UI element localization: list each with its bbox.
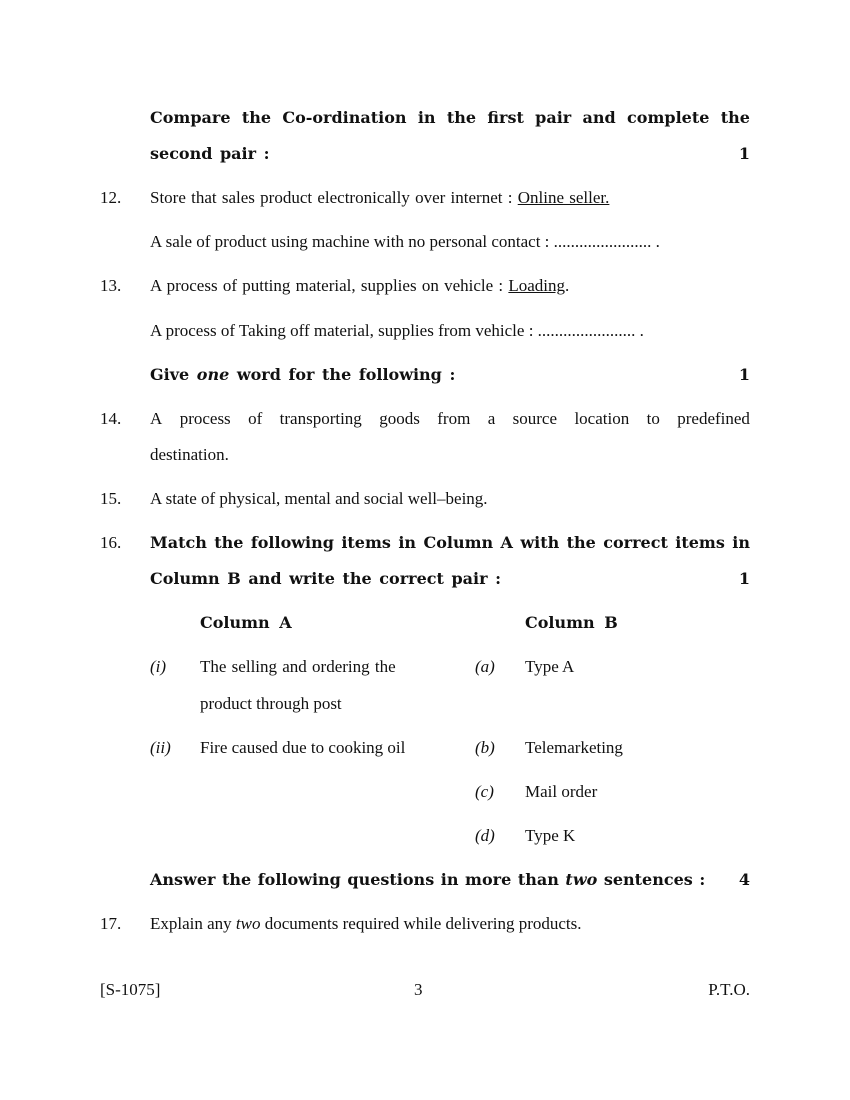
word: items	[341, 533, 391, 552]
word: of	[248, 409, 263, 428]
word: the	[241, 108, 272, 127]
q15-text: A state of physical, mental and social well–being.	[150, 489, 488, 508]
column-a-heading: Column A	[200, 613, 292, 632]
column-a-item-cont: product through post	[200, 694, 342, 713]
q12-number: 12.	[100, 188, 122, 207]
column-b-heading: Column B	[525, 613, 618, 632]
pto-label: P.T.O.	[708, 980, 750, 999]
column-a-label: (ii)	[150, 738, 171, 757]
column-b-item: Telemarketing	[525, 738, 623, 757]
word: items	[675, 533, 725, 552]
coordination-heading-line2: second pair :	[150, 144, 270, 163]
column-a-label: (i)	[150, 657, 167, 676]
word: the	[566, 533, 596, 552]
word: from	[437, 409, 471, 428]
q16-number: 16.	[100, 533, 122, 552]
word: source	[512, 409, 558, 428]
one-word-heading	[150, 365, 455, 385]
q13-text	[150, 276, 569, 296]
q12-prompt: Store that sales product electronically over internet :	[150, 188, 518, 207]
q17-text-part: Explain any	[150, 914, 236, 933]
column-b-item: Type K	[525, 826, 576, 845]
heading-emphasis: two	[565, 870, 598, 889]
column-b-label: (a)	[475, 657, 495, 676]
q13-answer: Loading	[508, 276, 566, 295]
word: complete	[627, 108, 710, 127]
heading-text: Answer the following questions in more than	[150, 870, 566, 889]
word: the	[446, 108, 477, 127]
word: in	[398, 533, 417, 552]
word: Column	[423, 533, 494, 552]
column-a-item: Fire caused due to cooking oil	[200, 738, 406, 757]
word: in	[732, 533, 750, 552]
word: correct	[603, 533, 668, 552]
word: predefined	[677, 409, 750, 428]
column-a-item: The selling and ordering the	[200, 657, 396, 676]
q12-sub: A sale of product using machine with no personal contact : ....................... .	[150, 232, 660, 251]
word: to	[646, 409, 660, 428]
heading-text: word for the following :	[229, 365, 456, 384]
word: transporting	[279, 409, 362, 428]
one-word-marks: 1	[738, 365, 750, 384]
column-b-label: (b)	[475, 738, 495, 757]
q14-line2: destination.	[150, 445, 229, 464]
word: Compare	[150, 108, 231, 127]
q13-answer-period: .	[565, 276, 570, 295]
q15-number: 15.	[100, 489, 122, 508]
word: with	[520, 533, 560, 552]
paper-code: [S-1075]	[100, 980, 161, 999]
column-b-item: Type A	[525, 657, 575, 676]
answer-heading	[150, 870, 705, 890]
word: the	[214, 533, 244, 552]
q16-line2: Column B and write the correct pair :	[150, 569, 501, 588]
heading-text: sentences :	[597, 870, 706, 889]
q17-number: 17.	[100, 914, 122, 933]
column-b-label: (c)	[475, 782, 494, 801]
q12-text	[150, 188, 609, 208]
word: Match	[150, 533, 207, 552]
word: A	[500, 533, 513, 552]
heading-text: Give	[150, 365, 197, 384]
q17-text	[150, 914, 582, 934]
word: pair	[535, 108, 572, 127]
q16-line1	[150, 533, 750, 553]
q13-number: 13.	[100, 276, 122, 295]
word: first	[487, 108, 524, 127]
q17-emphasis: two	[235, 914, 261, 933]
q12-answer: Online seller.	[517, 188, 610, 207]
word: A	[150, 409, 163, 428]
word: a	[487, 409, 496, 428]
word: in	[417, 108, 436, 127]
q16-marks: 1	[738, 569, 750, 588]
word: process	[179, 409, 231, 428]
answer-marks: 4	[738, 870, 750, 889]
column-b-item: Mail order	[525, 782, 598, 801]
word: goods	[379, 409, 420, 428]
q13-prompt: A process of putting material, supplies on vehicle :	[150, 276, 509, 295]
coordination-heading-line1	[150, 108, 750, 128]
word: location	[574, 409, 630, 428]
page-number: 3	[414, 980, 423, 999]
q14-line1	[150, 409, 750, 429]
coordination-marks: 1	[738, 144, 750, 163]
heading-emphasis: one	[196, 365, 230, 384]
word: the	[720, 108, 750, 127]
q17-text-part: documents required while delivering products.	[260, 914, 582, 933]
word: and	[582, 108, 616, 127]
q13-sub: A process of Taking off material, supplies from vehicle : ....................... .	[150, 321, 644, 340]
column-b-label: (d)	[475, 826, 495, 845]
word: Co-ordination	[282, 108, 407, 127]
q14-number: 14.	[100, 409, 122, 428]
word: following	[250, 533, 334, 552]
